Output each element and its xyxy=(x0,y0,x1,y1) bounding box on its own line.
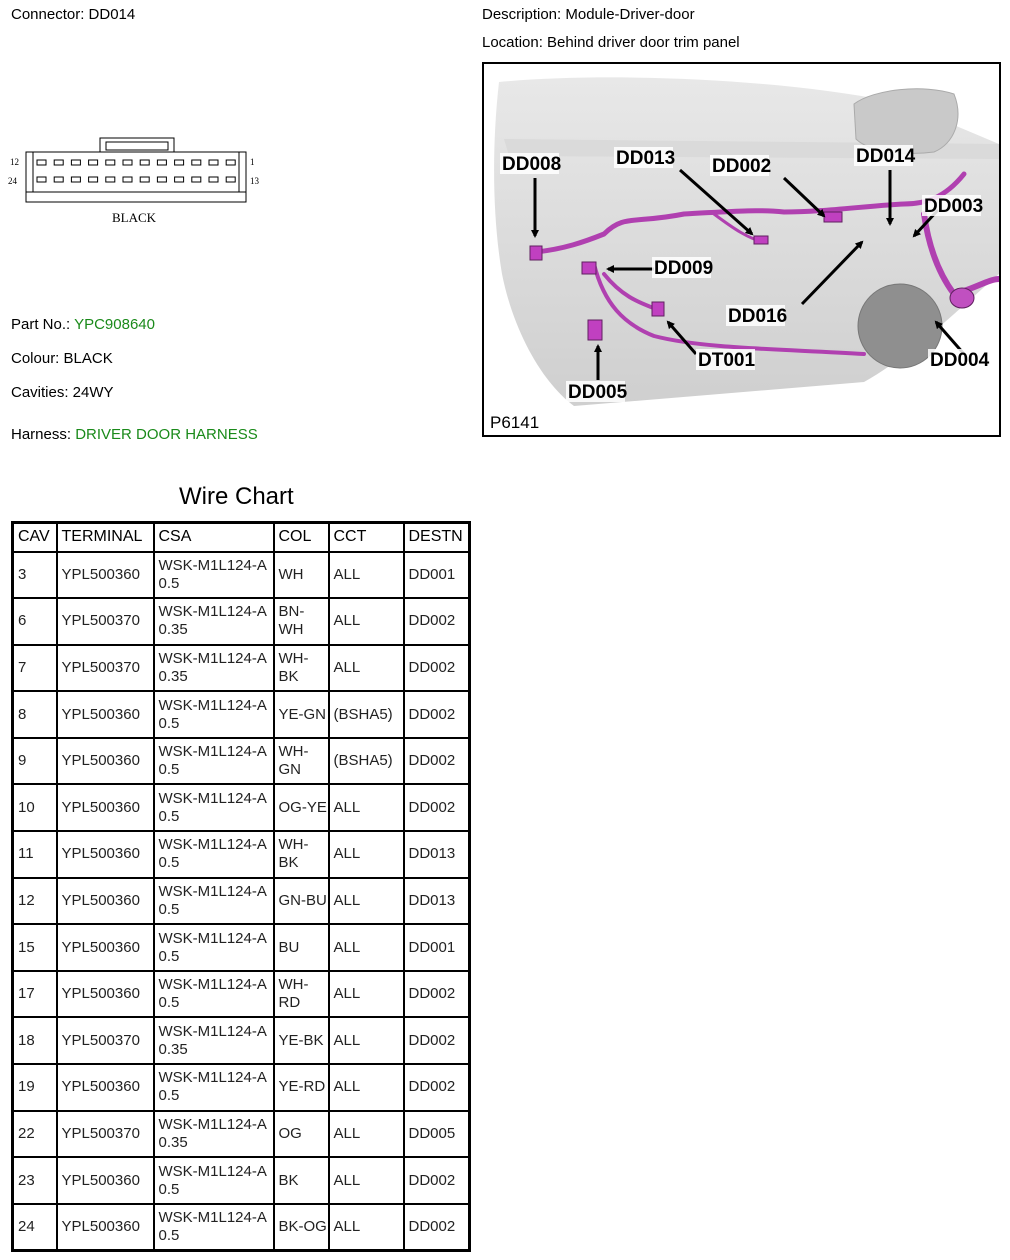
cell-terminal: YPL500360 xyxy=(57,738,154,785)
cell-csa: WSK-M1L124-A 0.5 xyxy=(154,691,274,738)
cell-destn: DD002 xyxy=(404,1017,470,1064)
table-row xyxy=(13,1204,470,1251)
cell-csa: WSK-M1L124-A 0.5 xyxy=(154,738,274,785)
cell-cct: ALL xyxy=(329,831,404,878)
cell-cav: 24 xyxy=(13,1204,57,1251)
cell-csa: WSK-M1L124-A 0.35 xyxy=(154,598,274,645)
cell-col: GN-BU xyxy=(274,878,329,925)
cell-cct: ALL xyxy=(329,1064,404,1111)
description-label: Description: Module-Driver-door xyxy=(482,6,695,23)
table-row xyxy=(13,1157,470,1204)
wire-chart-title: Wire Chart xyxy=(179,483,294,510)
pin-label-13: 13 xyxy=(250,176,259,186)
cell-csa: WSK-M1L124-A 0.35 xyxy=(154,1017,274,1064)
callout-dt001: DT001 xyxy=(698,350,756,371)
connector-cavity xyxy=(71,177,80,182)
cell-cct: ALL xyxy=(329,1157,404,1204)
cell-csa: WSK-M1L124-A 0.5 xyxy=(154,878,274,925)
cell-col: WH-BK xyxy=(274,831,329,878)
cell-destn: DD001 xyxy=(404,924,470,971)
table-row xyxy=(13,552,470,599)
cell-destn: DD001 xyxy=(404,552,470,599)
cell-col: YE-GN xyxy=(274,691,329,738)
cell-destn: DD002 xyxy=(404,645,470,692)
table-row xyxy=(13,1064,470,1111)
table-row xyxy=(13,784,470,831)
cell-cct: ALL xyxy=(329,971,404,1018)
cell-terminal: YPL500360 xyxy=(57,552,154,599)
cell-col: YE-RD xyxy=(274,1064,329,1111)
cell-cav: 7 xyxy=(13,645,57,692)
connector-cavity xyxy=(140,177,149,182)
connector-cavity xyxy=(106,177,115,182)
connector-cavity xyxy=(192,160,201,165)
table-row xyxy=(13,1017,470,1064)
table-row xyxy=(13,878,470,925)
cell-destn: DD002 xyxy=(404,691,470,738)
cell-col: BU xyxy=(274,924,329,971)
part-no-label: Part No.: xyxy=(11,316,71,333)
connector-cavity xyxy=(226,160,235,165)
column-header-cct: CCT xyxy=(329,523,404,552)
harness xyxy=(11,426,258,443)
callout-dd014: DD014 xyxy=(856,146,916,167)
connector-face-diagram xyxy=(8,132,268,232)
table-row xyxy=(13,738,470,785)
cell-terminal: YPL500360 xyxy=(57,1204,154,1251)
connector-cavity xyxy=(226,177,235,182)
callout-dd016: DD016 xyxy=(728,306,788,327)
connector-cavity xyxy=(192,177,201,182)
connector-cavity xyxy=(89,177,98,182)
connector-cavity xyxy=(157,177,166,182)
callout-dd008: DD008 xyxy=(502,154,562,175)
cell-col: BN-WH xyxy=(274,598,329,645)
cell-destn: DD002 xyxy=(404,1064,470,1111)
location-image xyxy=(482,62,1001,437)
cell-destn: DD005 xyxy=(404,1111,470,1158)
cell-cct: (BSHA5) xyxy=(329,738,404,785)
cell-csa: WSK-M1L124-A 0.5 xyxy=(154,1064,274,1111)
cell-terminal: YPL500360 xyxy=(57,784,154,831)
connector-cavity xyxy=(106,160,115,165)
cell-cav: 11 xyxy=(13,831,57,878)
cell-destn: DD002 xyxy=(404,784,470,831)
connector-cavity xyxy=(37,177,46,182)
cell-col: WH-GN xyxy=(274,738,329,785)
cell-col: BK-OG xyxy=(274,1204,329,1251)
callout-dd009: DD009 xyxy=(654,258,714,279)
cell-cav: 12 xyxy=(13,878,57,925)
cell-cct: ALL xyxy=(329,552,404,599)
cell-csa: WSK-M1L124-A 0.5 xyxy=(154,784,274,831)
mirror-shape xyxy=(854,89,958,154)
harness-link[interactable]: DRIVER DOOR HARNESS xyxy=(75,426,258,443)
cell-cav: 9 xyxy=(13,738,57,785)
connector-dd002 xyxy=(824,212,842,222)
cell-cct: ALL xyxy=(329,1204,404,1251)
connector-cavity xyxy=(157,160,166,165)
connector-cavity xyxy=(54,160,63,165)
part-no-link[interactable]: YPC908640 xyxy=(74,316,155,333)
cell-cct: (BSHA5) xyxy=(329,691,404,738)
connector-cavity xyxy=(71,160,80,165)
connector-dd013 xyxy=(754,236,768,244)
connector-cavity xyxy=(123,177,132,182)
cell-cav: 18 xyxy=(13,1017,57,1064)
cell-col: YE-BK xyxy=(274,1017,329,1064)
pin-label-24: 24 xyxy=(8,176,17,186)
part-no xyxy=(11,316,155,333)
cell-col: WH-BK xyxy=(274,645,329,692)
column-header-terminal: TERMINAL xyxy=(57,523,154,552)
column-header-csa: CSA xyxy=(154,523,274,552)
cell-cav: 23 xyxy=(13,1157,57,1204)
cell-col: WH xyxy=(274,552,329,599)
connector-cavity xyxy=(175,160,184,165)
connector-cavity xyxy=(37,160,46,165)
cell-cct: ALL xyxy=(329,1111,404,1158)
cell-csa: WSK-M1L124-A 0.5 xyxy=(154,1204,274,1251)
connector-cavity xyxy=(209,177,218,182)
cell-cct: ALL xyxy=(329,598,404,645)
column-header-col: COL xyxy=(274,523,329,552)
connector-label: Connector: DD014 xyxy=(11,6,136,23)
connector-dd005 xyxy=(588,320,602,340)
cavity-row-bottom xyxy=(37,177,235,182)
cell-terminal: YPL500370 xyxy=(57,1017,154,1064)
table-row xyxy=(13,645,470,692)
cell-cct: ALL xyxy=(329,784,404,831)
callout-dd013: DD013 xyxy=(616,148,676,169)
cell-terminal: YPL500360 xyxy=(57,1064,154,1111)
connector-cavity xyxy=(175,177,184,182)
table-row xyxy=(13,971,470,1018)
pin-label-1: 1 xyxy=(250,157,255,167)
cell-col: BK xyxy=(274,1157,329,1204)
cell-cav: 3 xyxy=(13,552,57,599)
cavities: Cavities: 24WY xyxy=(11,384,114,401)
cell-destn: DD013 xyxy=(404,878,470,925)
cell-col: WH-RD xyxy=(274,971,329,1018)
cell-terminal: YPL500360 xyxy=(57,1157,154,1204)
table-row xyxy=(13,598,470,645)
cell-cav: 22 xyxy=(13,1111,57,1158)
connector-cavity xyxy=(209,160,218,165)
cell-csa: WSK-M1L124-A 0.5 xyxy=(154,1157,274,1204)
cell-terminal: YPL500370 xyxy=(57,598,154,645)
cell-csa: WSK-M1L124-A 0.5 xyxy=(154,552,274,599)
table-row xyxy=(13,924,470,971)
cell-cav: 6 xyxy=(13,598,57,645)
table-row xyxy=(13,691,470,738)
connector-cavity xyxy=(89,160,98,165)
colour: Colour: BLACK xyxy=(11,350,113,367)
cell-csa: WSK-M1L124-A 0.5 xyxy=(154,971,274,1018)
cell-terminal: YPL500360 xyxy=(57,691,154,738)
cell-destn: DD002 xyxy=(404,1204,470,1251)
wire-chart-table xyxy=(11,521,471,1252)
table-row xyxy=(13,831,470,878)
harness-label: Harness: xyxy=(11,426,72,443)
grommet-dd004 xyxy=(950,288,974,308)
cell-destn: DD002 xyxy=(404,1157,470,1204)
cell-destn: DD002 xyxy=(404,971,470,1018)
connector-colour-text: BLACK xyxy=(112,210,157,225)
cell-terminal: YPL500360 xyxy=(57,878,154,925)
cell-csa: WSK-M1L124-A 0.5 xyxy=(154,831,274,878)
cell-csa: WSK-M1L124-A 0.35 xyxy=(154,1111,274,1158)
column-header-cav: CAV xyxy=(13,523,57,552)
cavity-row-top xyxy=(37,160,235,165)
location-label: Location: Behind driver door trim panel xyxy=(482,34,740,51)
connector-dt001 xyxy=(652,302,664,316)
cell-csa: WSK-M1L124-A 0.5 xyxy=(154,924,274,971)
cell-destn: DD002 xyxy=(404,598,470,645)
cell-destn: DD002 xyxy=(404,738,470,785)
cell-col: OG-YE xyxy=(274,784,329,831)
cell-cav: 19 xyxy=(13,1064,57,1111)
cell-col: OG xyxy=(274,1111,329,1158)
connector-dd008 xyxy=(530,246,542,260)
callout-dd003: DD003 xyxy=(924,196,984,217)
figure-ref: P6141 xyxy=(490,413,540,432)
callout-dd002: DD002 xyxy=(712,156,772,177)
column-header-destn: DESTN xyxy=(404,523,470,552)
cell-terminal: YPL500360 xyxy=(57,924,154,971)
pin-label-12: 12 xyxy=(10,157,19,167)
wire-chart-header-row xyxy=(13,523,470,552)
cell-terminal: YPL500370 xyxy=(57,1111,154,1158)
callout-dd004: DD004 xyxy=(930,350,990,371)
connector-dd009 xyxy=(582,262,596,274)
connector-cavity xyxy=(140,160,149,165)
table-row xyxy=(13,1111,470,1158)
cell-cav: 15 xyxy=(13,924,57,971)
cell-terminal: YPL500360 xyxy=(57,971,154,1018)
cell-csa: WSK-M1L124-A 0.35 xyxy=(154,645,274,692)
cell-cav: 10 xyxy=(13,784,57,831)
callout-dd005: DD005 xyxy=(568,382,628,403)
cell-terminal: YPL500360 xyxy=(57,831,154,878)
cell-cct: ALL xyxy=(329,645,404,692)
cell-cct: ALL xyxy=(329,924,404,971)
connector-cavity xyxy=(123,160,132,165)
cell-cct: ALL xyxy=(329,1017,404,1064)
cell-terminal: YPL500370 xyxy=(57,645,154,692)
cell-cav: 8 xyxy=(13,691,57,738)
connector-cavity xyxy=(54,177,63,182)
cell-cav: 17 xyxy=(13,971,57,1018)
cell-cct: ALL xyxy=(329,878,404,925)
cell-destn: DD013 xyxy=(404,831,470,878)
